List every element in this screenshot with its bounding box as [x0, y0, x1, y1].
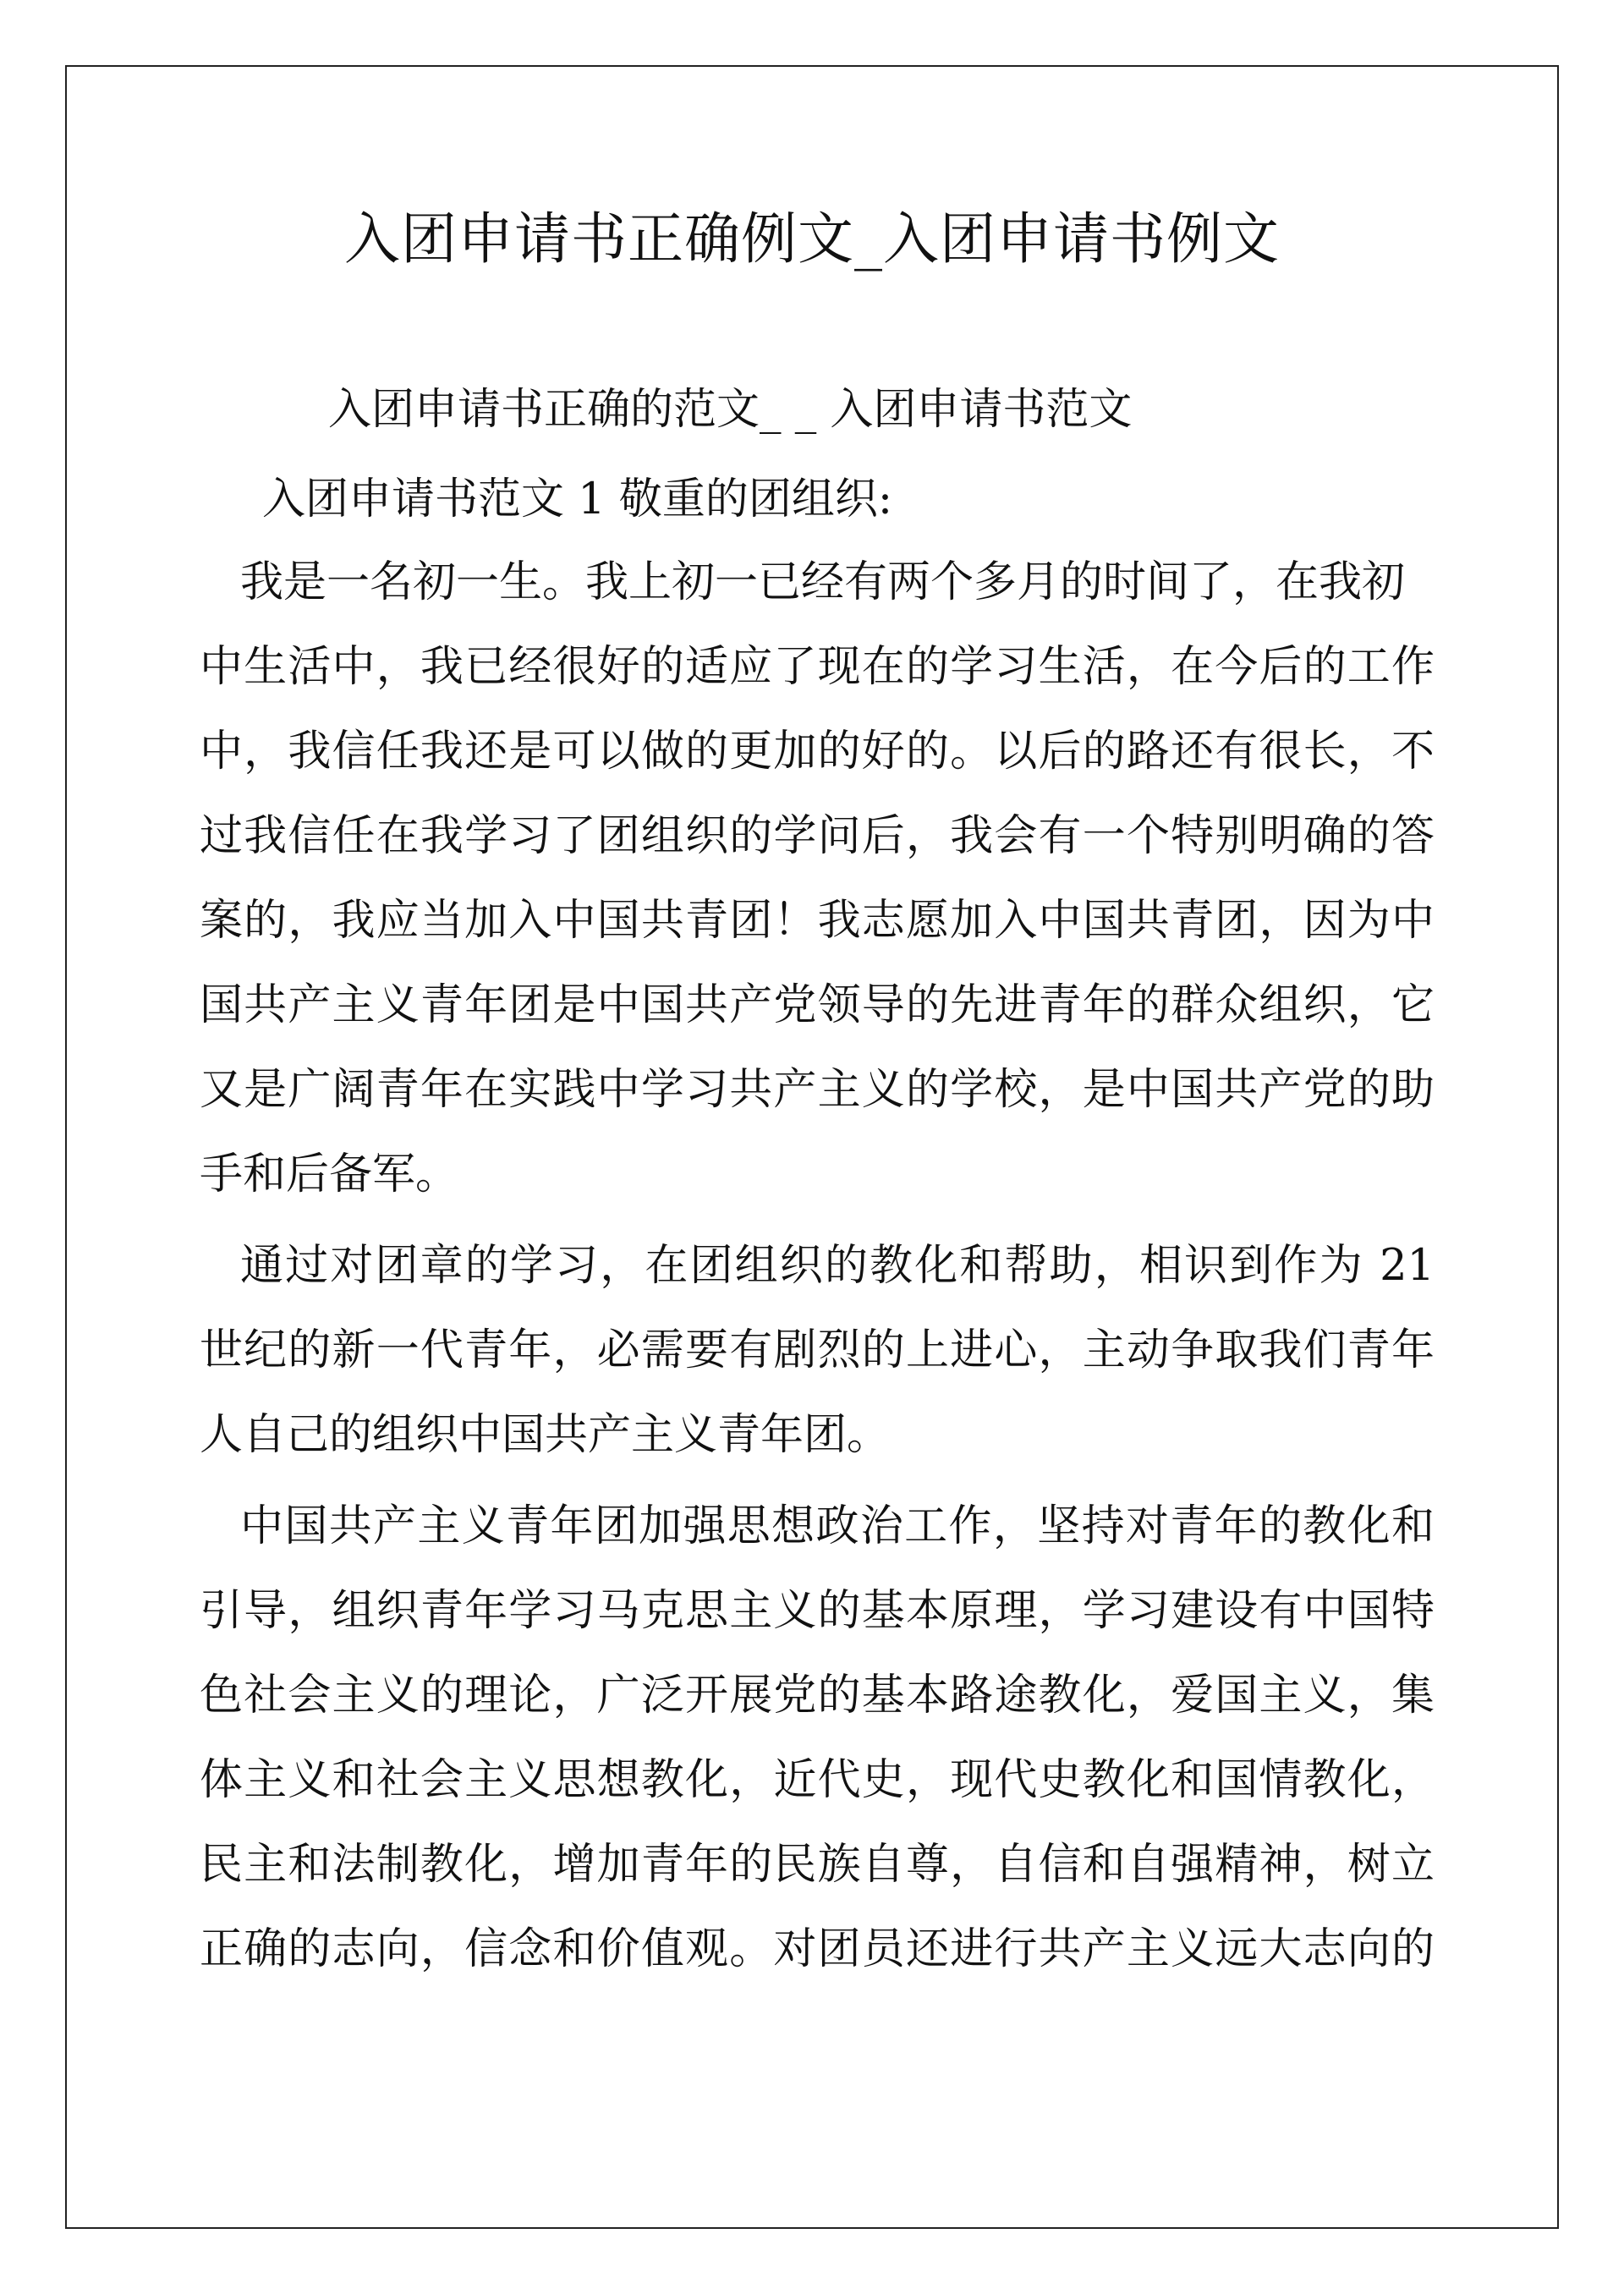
paragraph-line: 正确的志向，信念和价值观。对团员还进行共产主义远大志向的	[200, 1924, 1435, 1974]
salutation: 入团申请书范文 1 敬重的团组织:	[262, 475, 893, 524]
paragraph-line: 体主义和社会主义思想教化，近代史，现代史教化和国情教化，	[200, 1755, 1435, 1805]
paragraph-line: 又是广阔青年在实践中学习共产主义的学校，是中国共产党的助	[200, 1065, 1435, 1115]
paragraph-line: 中国共产主义青年团加强思想政治工作，坚持对青年的教化和	[240, 1501, 1435, 1551]
document-title: 入团申请书正确例文_入团申请书例文	[344, 206, 1280, 272]
paragraph-line: 中，我信任我还是可以做的更加的好的。以后的路还有很长，不	[200, 727, 1435, 777]
paragraph-line: 过我信任在我学习了团组织的学问后，我会有一个特别明确的答	[200, 811, 1435, 861]
document-subtitle: 入团申请书正确的范文_ _ 入团申请书范文	[328, 385, 1133, 435]
paragraph-line: 人自己的组织中国共产主义青年团。	[200, 1410, 891, 1460]
paragraph-line: 案的，我应当加入中国共青团！我志愿加入中国共青团，因为中	[200, 896, 1435, 946]
paragraph-line: 世纪的新一代青年，必需要有剧烈的上进心，主动争取我们青年	[200, 1325, 1435, 1375]
paragraph-line: 民主和法制教化，增加青年的民族自尊，自信和自强精神，树立	[200, 1840, 1435, 1890]
paragraph-line: 色社会主义的理论，广泛开展党的基本路途教化，爱国主义，集	[200, 1671, 1435, 1720]
paragraph-line: 通过对团章的学习，在团组织的教化和帮助，相识到作为 21	[240, 1241, 1435, 1291]
paragraph-line: 引导，组织青年学习马克思主义的基本原理，学习建设有中国特	[200, 1586, 1435, 1636]
paragraph-line: 国共产主义青年团是中国共产党领导的先进青年的群众组织，它	[200, 980, 1435, 1030]
paragraph-line: 手和后备军。	[200, 1150, 459, 1199]
paragraph-line: 中生活中，我已经很好的适应了现在的学习生活，在今后的工作	[200, 642, 1435, 692]
paragraph-line: 我是一名初一生。我上初一已经有两个多月的时间了，在我初	[240, 557, 1406, 607]
